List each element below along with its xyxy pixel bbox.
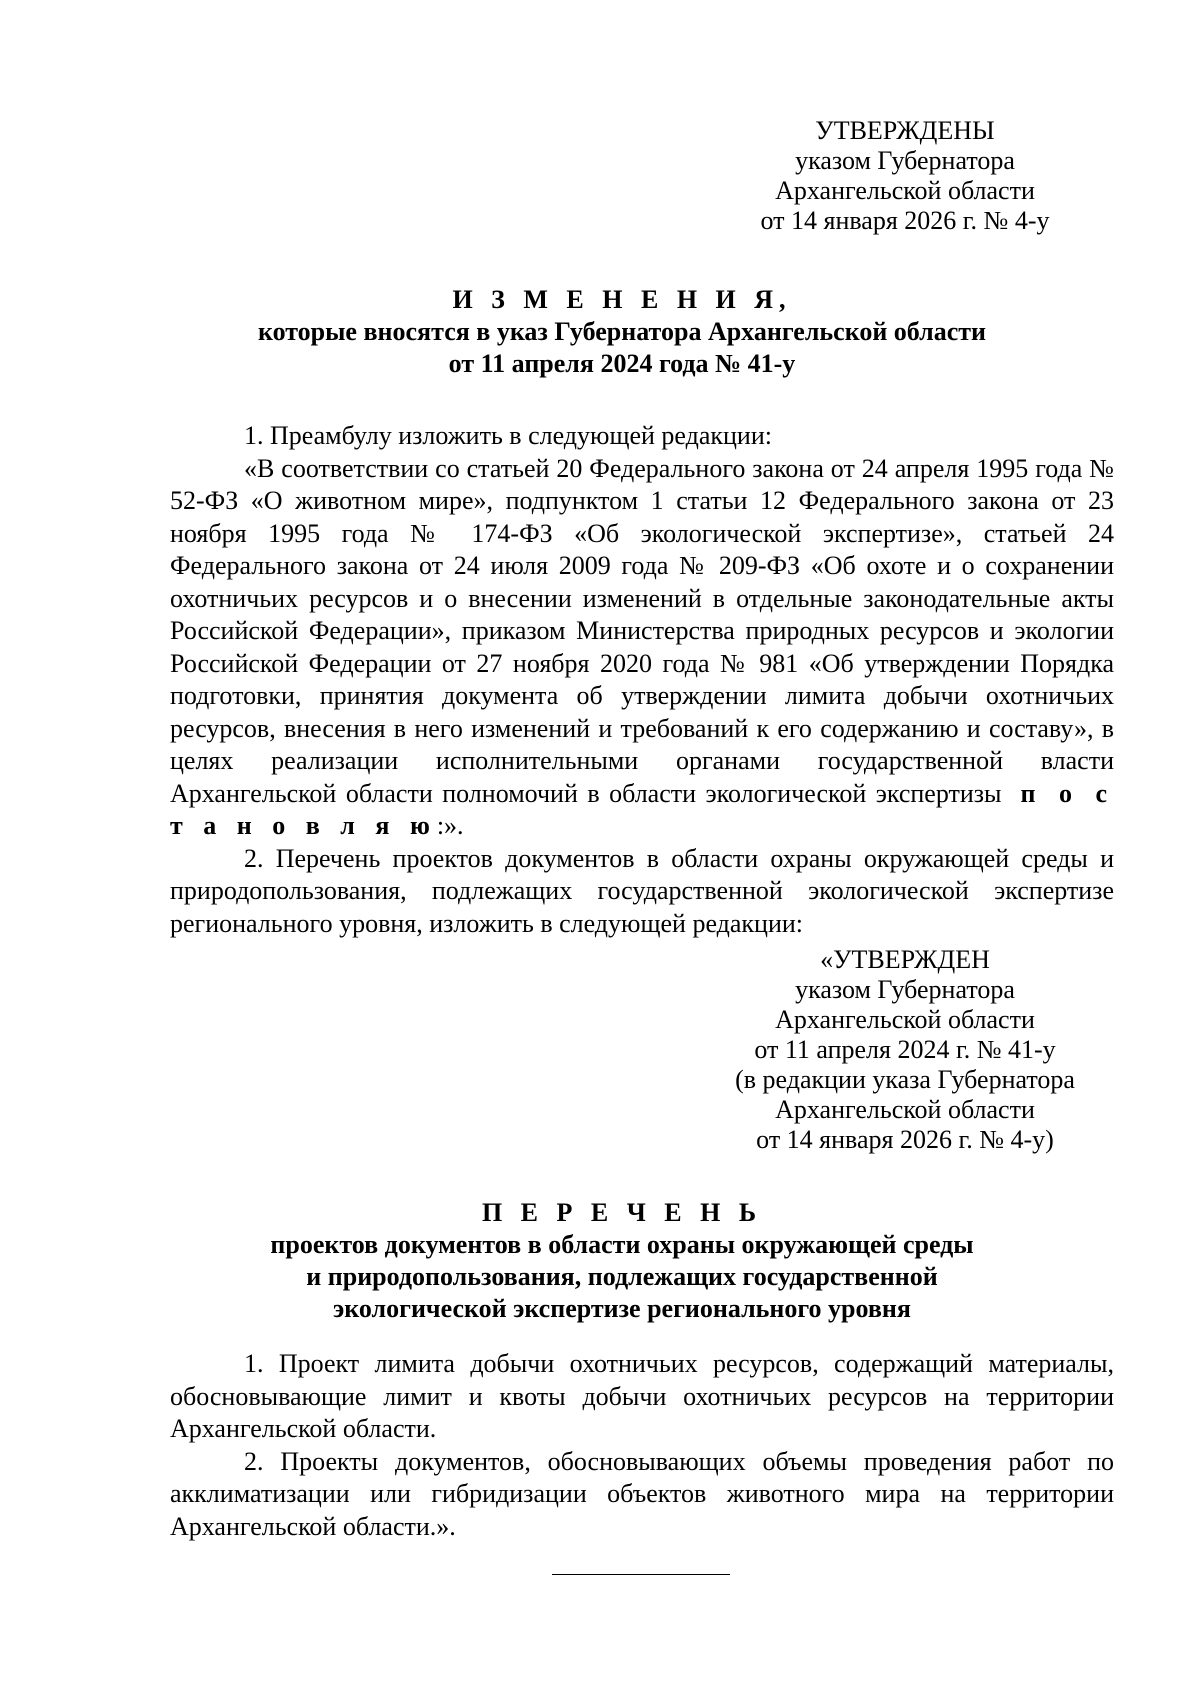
item-1-intro: 1. Преамбулу изложить в следующей редакции: — [244, 421, 772, 450]
inner-approval-line: указом Губернатора — [795, 975, 1015, 1004]
list-heading — [160, 1197, 1084, 1325]
decree-word: п о с т а н о в л я ю — [170, 778, 1114, 840]
approval-line: УТВЕРЖДЕНЫ — [815, 116, 995, 145]
item-2-text: 2. Перечень проектов документов в области охраны окружающей среды и природопользования, подлежащих государственной экологической экспертизе регионального уровня, изложить в следующей редакции: — [170, 843, 1114, 938]
list-body — [170, 1348, 1114, 1543]
approval-line: указом Губернатора — [795, 146, 1015, 175]
changes-subtitle-line: которые вносятся в указ Губернатора Архангельской области — [257, 317, 987, 346]
inner-approval-line: от 11 апреля 2024 г. № 41-у — [754, 1035, 1056, 1064]
changes-body — [170, 420, 1114, 940]
list-item: 1. Проект лимита добычи охотничьих ресурсов, содержащий материалы, обосновывающие лимит и квоты добычи охотничьих ресурсов на территории Архангельской области. — [170, 1349, 1114, 1443]
changes-heading — [160, 284, 1084, 380]
inner-approval-line: от 14 января 2026 г. № 4-у) — [756, 1125, 1054, 1154]
list-title: П Е Р Е Ч Е Н Ь — [481, 1198, 763, 1227]
preamble-paragraph — [170, 453, 1114, 843]
inner-approval-line: (в редакции указа Губернатора — [735, 1065, 1075, 1094]
changes-title: И З М Е Н Е Н И Я, — [452, 285, 792, 314]
approval-block — [730, 116, 1080, 236]
preamble-end: :». — [436, 811, 464, 840]
changes-subtitle-line: от 11 апреля 2024 года № 41-у — [448, 349, 796, 378]
preamble-text: «В соответствии со статьей 20 Федерального закона от 24 апреля 1995 года № 52-ФЗ «О животном мире», подпунктом 1 статьи 12 Федерального закона от 23 ноября 1995 года № 174-ФЗ «Об экологической экспертизе», статьей 24 Федерального закона от 24 июля 2009 года № 209-ФЗ «Об охоте и о сохранении охотничьих ресурсов и о внесении изменений в отдельные законодательные акты Российской Федерации», приказом Министерства природных ресурсов и экологии Российской Федерации от 27 ноября 2020 года № 981 «Об утверждении Порядка подготовки, принятия документа об утверждении лимита добычи охотничьих ресурсов, внесения в него изменений и требований к его содержанию и составу», в целях реализации исполнительными органами государственной власти Архангельской области полномочий в области экологической экспертизы — [170, 453, 1114, 808]
list-item: 2. Проекты документов, обосновывающих объемы проведения работ по акклиматизации или гибридизации объектов животного мира на территории Архангельской области.». — [170, 1446, 1114, 1541]
list-subtitle-line: экологической экспертизе регионального уровня — [333, 1294, 911, 1323]
list-subtitle-line: и природопользования, подлежащих государственной — [306, 1262, 938, 1291]
list-subtitle-line: проектов документов в области охраны окружающей среды — [270, 1230, 974, 1259]
end-divider — [552, 1574, 730, 1575]
inner-approval-line: «УТВЕРЖДЕН — [820, 945, 990, 974]
inner-approval-block — [730, 945, 1080, 1155]
approval-line: от 14 января 2026 г. № 4-у — [760, 206, 1050, 235]
inner-approval-line: Архангельской области — [775, 1005, 1035, 1034]
approval-line: Архангельской области — [775, 176, 1035, 205]
inner-approval-line: Архангельской области — [775, 1095, 1035, 1124]
